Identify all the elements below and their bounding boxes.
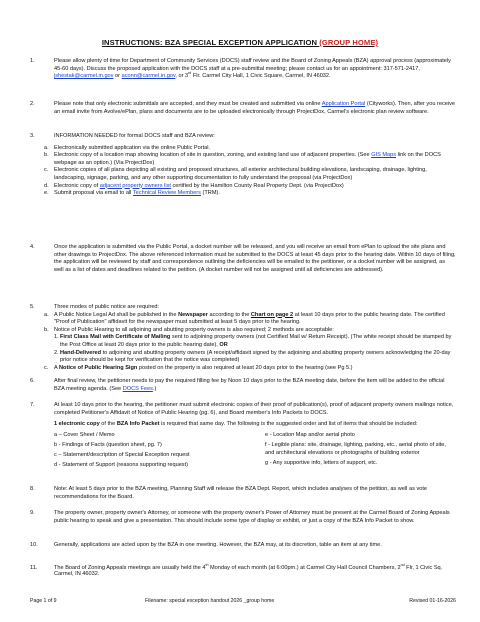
text-span: Newspaper (178, 311, 208, 318)
text-span: OR (219, 341, 228, 348)
packet-item: c – Statement/description of Special Exception request (54, 452, 190, 459)
footer-page-number: Page 1 of 9 (30, 598, 57, 604)
instruction-1 (30, 58, 456, 81)
text-span: Notice of Public Hearing to all adjoining and abutting property owners is also required; 2 methods are acceptable: (54, 326, 334, 333)
text-span: b. (44, 152, 49, 159)
instruction-3 (30, 133, 456, 198)
footer-revised: Revised 01-16-2026 (409, 598, 456, 604)
text-span: Monday of each month (at 6:00pm.) at Carmel City Hall Council Chambers, 2 (210, 565, 401, 571)
text-span: at least 10 days prior to the public hearing date. The certified "Proof of Publication" affidavit for the newspaper must submitted at least 5 days prior to the hearing. (54, 311, 445, 326)
text-span: 1. (30, 58, 35, 64)
text-span: (Cityworks). Then, after you receive an email invite from Avolve/ePlan, plans and documents are to be uploaded electronically through ProjectDox, Carmel's electronic plan review software. (54, 101, 456, 115)
page-footer (30, 598, 456, 604)
text-span: Generally, applications are acted upon by the BZA in one meeting. However, the BZA may, at its discretion, table an item at any time. (54, 542, 382, 548)
text-span: , or 3 (175, 73, 189, 80)
text-span: 10. (30, 542, 38, 548)
instruction-4 (30, 244, 456, 274)
text-span: Chart on page 2 (250, 311, 294, 318)
instruction-6 (30, 378, 456, 393)
text-span: 5. (30, 304, 35, 310)
text-span: 4. (30, 244, 35, 250)
text-span: to adjoining and abutting property owners (A receipt/affidavit signed by the adjoining and abutting property owners acknowledging the 20-day prior notice should be kept for verification that the notice was completed) (60, 349, 451, 364)
text-span: th (205, 563, 209, 568)
footer-filename: Filename: special exception handout 2026 _group home (145, 598, 275, 604)
title-highlight: (GROUP HOME) (319, 38, 379, 47)
text-span: sent to adjoining property owners (not Certified Mail w/ Return Receipt). (The white receipt should be stamped by the Post Office at least 20 days prior to the public hearing date), (60, 334, 452, 348)
instruction-9 (30, 510, 456, 525)
page-title (0, 38, 480, 47)
text-span: Please allow plenty of time for Department of Community Services (DOCS) staff review and the Board of Zoning Appeals (BZA) approval process (approximately 45-60 days). Discuss the proposed application with the DOCS staff at a pre-submittal meeting; please contact us for an appointment: 317-571-2417, (54, 58, 451, 72)
text-span: Flr, 1 Civic Sq. Carmel, IN 46032. (54, 565, 443, 578)
text-span: or (115, 73, 121, 80)
title-main: INSTRUCTIONS: BZA SPECIAL EXCEPTION APPLICATION (101, 38, 318, 47)
text-span: 3. (30, 133, 35, 139)
text-span: nd (400, 563, 405, 568)
application-portal-link[interactable]: Application Portal (321, 101, 366, 107)
text-span: a. (44, 144, 49, 151)
packet-item: b - Findings of Facts (question sheet, pg. 7) (54, 441, 162, 448)
text-span: 6. (30, 378, 35, 384)
text-span: INFORMATION NEEDED for formal DOCS staff and BZA review: (54, 133, 215, 139)
packet-item: f - Legible plans: site, drainage, lighting, parking, etc., aerial photo of site, and architectural elevations or photographs of building exterior (265, 441, 446, 456)
text-span: Please note that only electronic submittals are accepted, and they must be created and submitted via online (54, 101, 321, 107)
text-span: Submit proposal via email to all (54, 190, 132, 197)
text-span: .) (152, 385, 157, 392)
instruction-8 (30, 486, 456, 501)
instruction-7 (30, 402, 456, 473)
packet-item: a – Cover Sheet / Memo (54, 431, 115, 438)
text-span: The property owner, property owner's Attorney, or someone with the property owner's Power of Attorney must be present at the Carmel Board of Zoning Appeals public hearing to speak and give a presentation. This should include some type of display or exhibit, or just a copy of the BZA Info Packet to show. (54, 510, 450, 524)
text-span: is required that same day. The following is the suggested order and list of items that should be included: (161, 421, 418, 428)
text-span: 1. (54, 334, 59, 341)
instruction-5 (30, 304, 456, 372)
info-packet-list (54, 432, 456, 473)
text-span: A Public Notice Legal Ad shall be published in the (54, 311, 177, 318)
text-span: c. (44, 167, 49, 174)
text-span: Electronic copy of a location map showing location of site in question, zoning, and existing land use of adjacent properties. (See (54, 152, 370, 159)
text-span: 7. (30, 402, 35, 408)
text-span: 11. (30, 565, 38, 571)
text-span: Notice of Public Hearing Sign (59, 364, 138, 371)
instruction-2 (30, 101, 456, 116)
text-span: rd (188, 71, 192, 76)
text-span: BZA Info Packet (116, 421, 160, 428)
text-span: 1 electronic copy (54, 421, 100, 428)
instruction-11 (30, 565, 456, 578)
text-span: Once the application is submitted via the Public Portal, a docket number will be released, and you will receive an email from ePlan to upload the site plans and other drawings to ProjectDox. The above referenced information must be submitted to the DOCS at least 45 days prior to the hearing date. Within 10 days of filing, the application will be reviewed by staff and correspondence outlining the deficiencies will be emailed to the petitioner, or a docket number will be assigned, as well as a list of dates and deadlines related to the petition. (A docket number will not be assigned until all deficiencies are addressed). (54, 244, 456, 273)
text-span: 2. (54, 349, 59, 356)
text-span: The Board of Zoning Appeals meetings are usually held the 4 (54, 565, 206, 571)
text-span: e. (44, 190, 49, 197)
text-span: posted on the property is also required at least 20 days prior to the hearing (see Pg 5.) (138, 364, 353, 371)
text-span: Note: At least 5 days prior to the BZA meeting, Planning Staff will release the BZA Dept. Report, which includes analyses of the petition, as well as vote recommendations for the Board. (54, 486, 428, 500)
text-span: b. (44, 326, 49, 333)
text-span: Hand-Delivered (60, 349, 102, 356)
packet-item: g - Any supportive info, letters of support, etc. (265, 459, 378, 466)
text-span: d. (44, 182, 49, 189)
text-span: First Class Mail with Certificate of Mailing (60, 334, 171, 341)
instruction-10 (30, 542, 456, 550)
text-span: (TRM). (202, 190, 220, 197)
text-span: according to the (209, 311, 250, 318)
email-link-jshestak[interactable]: jshestak@carmel.in.gov (54, 73, 114, 80)
text-span: At least 10 days prior to the hearing, the petitioner must submit electronic copies of their proof of publication(s), proof of adjacent property owners mailings notice, completed Petitioner's Affidavit of Notice of Public Hearing (pg. 6), and Board member's Info Packets to DOCS. (54, 402, 454, 416)
email-link-aconn[interactable]: aconn@carmel.in.gov (121, 73, 176, 80)
adjacent-owners-link[interactable]: adjacent property owners list (99, 182, 171, 189)
gis-maps-link[interactable]: GIS Maps (371, 152, 397, 159)
text-span: certified by the Hamilton County Real Property Dept. (via ProjectDox) (172, 182, 344, 189)
text-span: Electronically submitted application via the online Public Portal. (54, 144, 211, 151)
text-span: a. (44, 311, 49, 318)
packet-item: d - Statement of Support (reasons supporting request) (54, 462, 189, 469)
text-span: Electronic copies of all plans depicting all existing and proposed structures, all exterior architectural building elevations, landscaping, drainage, lighting, landscaping, signage, parking, and any other supporting documentation to fully understand the proposal (via ProjectDox) (54, 167, 427, 181)
text-span: After final review, the petitioner needs to pay the required filling fee by Noon 10 days prior to the BZA meeting date, before the item will be added to the official BZA meeting agenda. (See (54, 378, 445, 392)
packet-item: e - Location Map and/or aerial photo (265, 431, 355, 438)
text-span: 2. (30, 101, 35, 107)
text-span: c. (44, 364, 49, 371)
text-span: Electronic copy of (54, 182, 99, 189)
text-span: Three modes of public notice are required: (54, 304, 160, 310)
text-span: Flr. Carmel City Hall, 1 Civic Square, Carmel, IN 46032. (192, 73, 331, 80)
text-span: link on the DOCS webpage as an option.) (Via ProjectDox) (54, 152, 441, 166)
text-span: 8. (30, 486, 35, 492)
technical-review-members-link[interactable]: Technical Review Members (132, 190, 201, 197)
text-span: 9. (30, 510, 35, 516)
text-span: A (54, 364, 58, 371)
docs-fees-link[interactable]: DOCS Fees (122, 385, 153, 392)
text-span: of the (101, 421, 116, 428)
